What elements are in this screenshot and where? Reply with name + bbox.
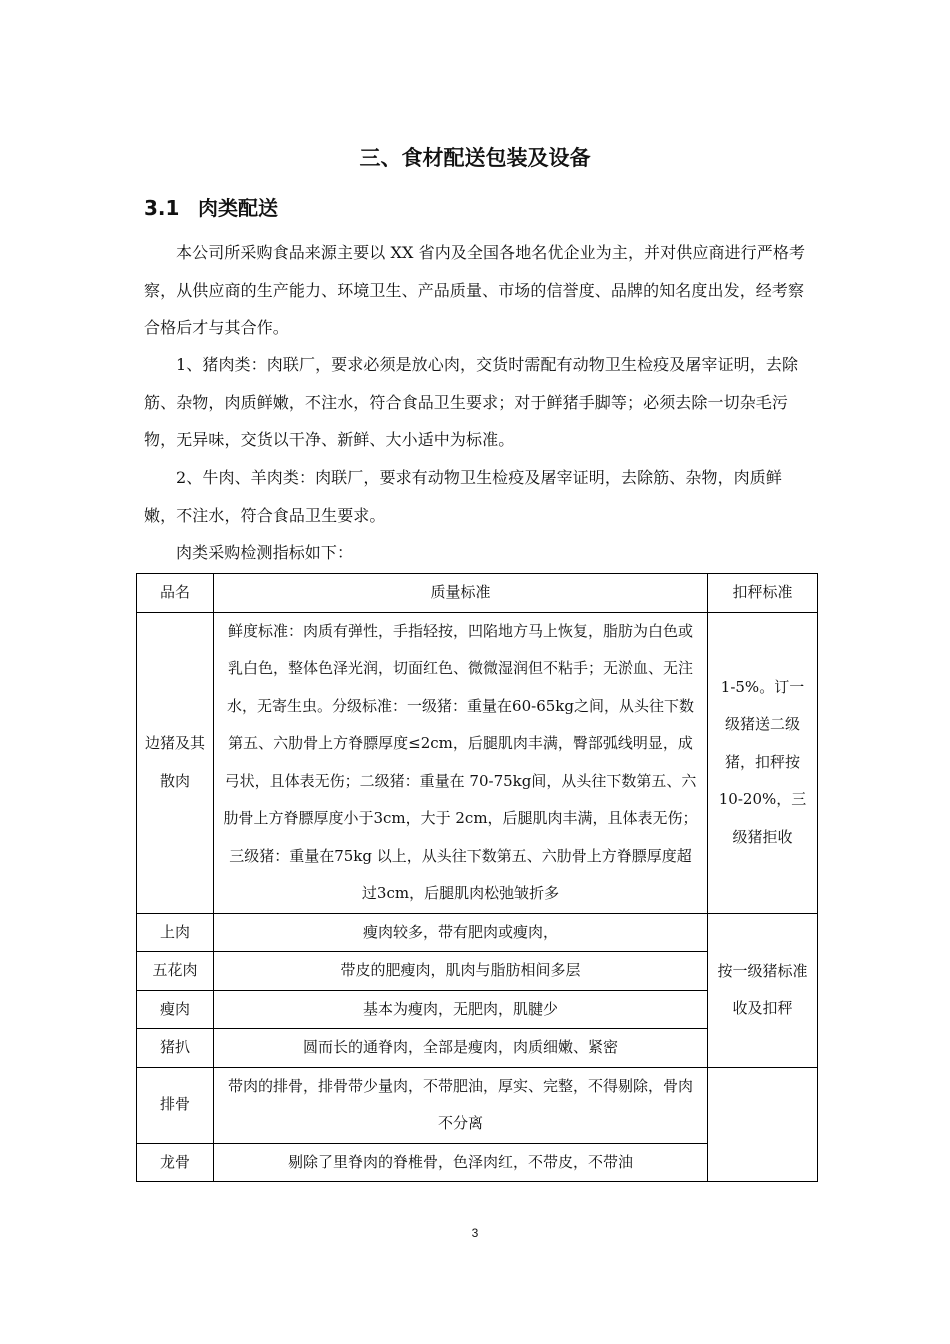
- table-row: [137, 612, 818, 913]
- table-intro-paragraph: 肉类采购检测指标如下：: [176, 543, 354, 562]
- quality-standard-cell: 圆而长的通脊肉，全部是瘦肉，肉质细嫩、紧密: [214, 1029, 708, 1068]
- product-name-cell: 猪扒: [137, 1029, 214, 1068]
- table-header-row: [137, 574, 818, 613]
- quality-standard-cell: 鲜度标准：肉质有弹性，手指轻按，凹陷地方马上恢复，脂肪为白色或乳白色，整体色泽光润，切面红色、微微湿润但不粘手；无淤血、无注水，无寄生虫。分级标准：一级猪：重量在60-65kg之间，从头往下数第五、六肋骨上方脊膘厚度≤2cm，后腿肌肉丰满，臀部弧线明显，成弓状，且体表无伤；二级猪：重量在 70-75kg间，从头往下数第五、六肋骨上方脊膘厚度小于3cm，大于 2cm，后腿肌肉丰满，且体表无伤；三级猪：重量在75kg 以上，从头往下数第五、六肋骨上方脊膘厚度超过3cm，后腿肌肉松弛皱折多: [214, 612, 708, 913]
- deduction-cell: 按一级猪标准收及扣秤: [708, 913, 818, 1067]
- product-name-cell: 排骨: [137, 1067, 214, 1143]
- section-heading: [144, 193, 278, 223]
- deduction-cell: [708, 1067, 818, 1182]
- section-number: 3.1: [144, 196, 180, 220]
- page-number: 3: [471, 1226, 479, 1240]
- product-name-cell: 龙骨: [137, 1143, 214, 1182]
- product-name-cell: 边猪及其散肉: [137, 612, 214, 913]
- quality-standard-cell: 基本为瘦肉，无肥肉，肌腱少: [214, 990, 708, 1029]
- page-title: 三、食材配送包装及设备: [359, 146, 591, 170]
- quality-standard-cell: 瘦肉较多，带有肥肉或瘦肉，: [214, 913, 708, 952]
- intro-paragraph: 本公司所采购食品来源主要以 XX 省内及全国各地名优企业为主，并对供应商进行严格考察，从供应商的生产能力、环境卫生、产品质量、市场的信誉度、品牌的知名度出发，经考察合格后才与其合作。: [144, 243, 806, 337]
- product-name-cell: 瘦肉: [137, 990, 214, 1029]
- table-row: [137, 913, 818, 952]
- deduction-cell: 1-5%。订一级猪送二级猪，扣秤按10-20%，三级猪拒收: [708, 612, 818, 913]
- section-title: 肉类配送: [198, 196, 278, 220]
- beef-lamb-paragraph: 2、牛肉、羊肉类：肉联厂，要求有动物卫生检疫及屠宰证明，去除筋、杂物，肉质鲜嫩，不注水，符合食品卫生要求。: [144, 468, 782, 525]
- product-name-cell: 五花肉: [137, 952, 214, 991]
- header-deduction-standard: 扣秤标准: [708, 574, 818, 613]
- meat-spec-table: [136, 573, 818, 1182]
- header-product-name: 品名: [137, 574, 214, 613]
- table-row: [137, 1067, 818, 1143]
- product-name-cell: 上肉: [137, 913, 214, 952]
- quality-standard-cell: 带皮的肥瘦肉，肌肉与脂肪相间多层: [214, 952, 708, 991]
- quality-standard-cell: 剔除了里脊肉的脊椎骨，色泽肉红，不带皮，不带油: [214, 1143, 708, 1182]
- quality-standard-cell: 带肉的排骨，排骨带少量肉，不带肥油，厚实、完整，不得剔除，骨肉不分离: [214, 1067, 708, 1143]
- pork-paragraph: 1、猪肉类：肉联厂，要求必须是放心肉，交货时需配有动物卫生检疫及屠宰证明，去除筋、杂物，肉质鲜嫩，不注水，符合食品卫生要求；对于鲜猪手脚等；必须去除一切杂毛污物，无异味，交货以干净、新鲜、大小适中为标准。: [144, 355, 799, 449]
- header-quality-standard: 质量标准: [214, 574, 708, 613]
